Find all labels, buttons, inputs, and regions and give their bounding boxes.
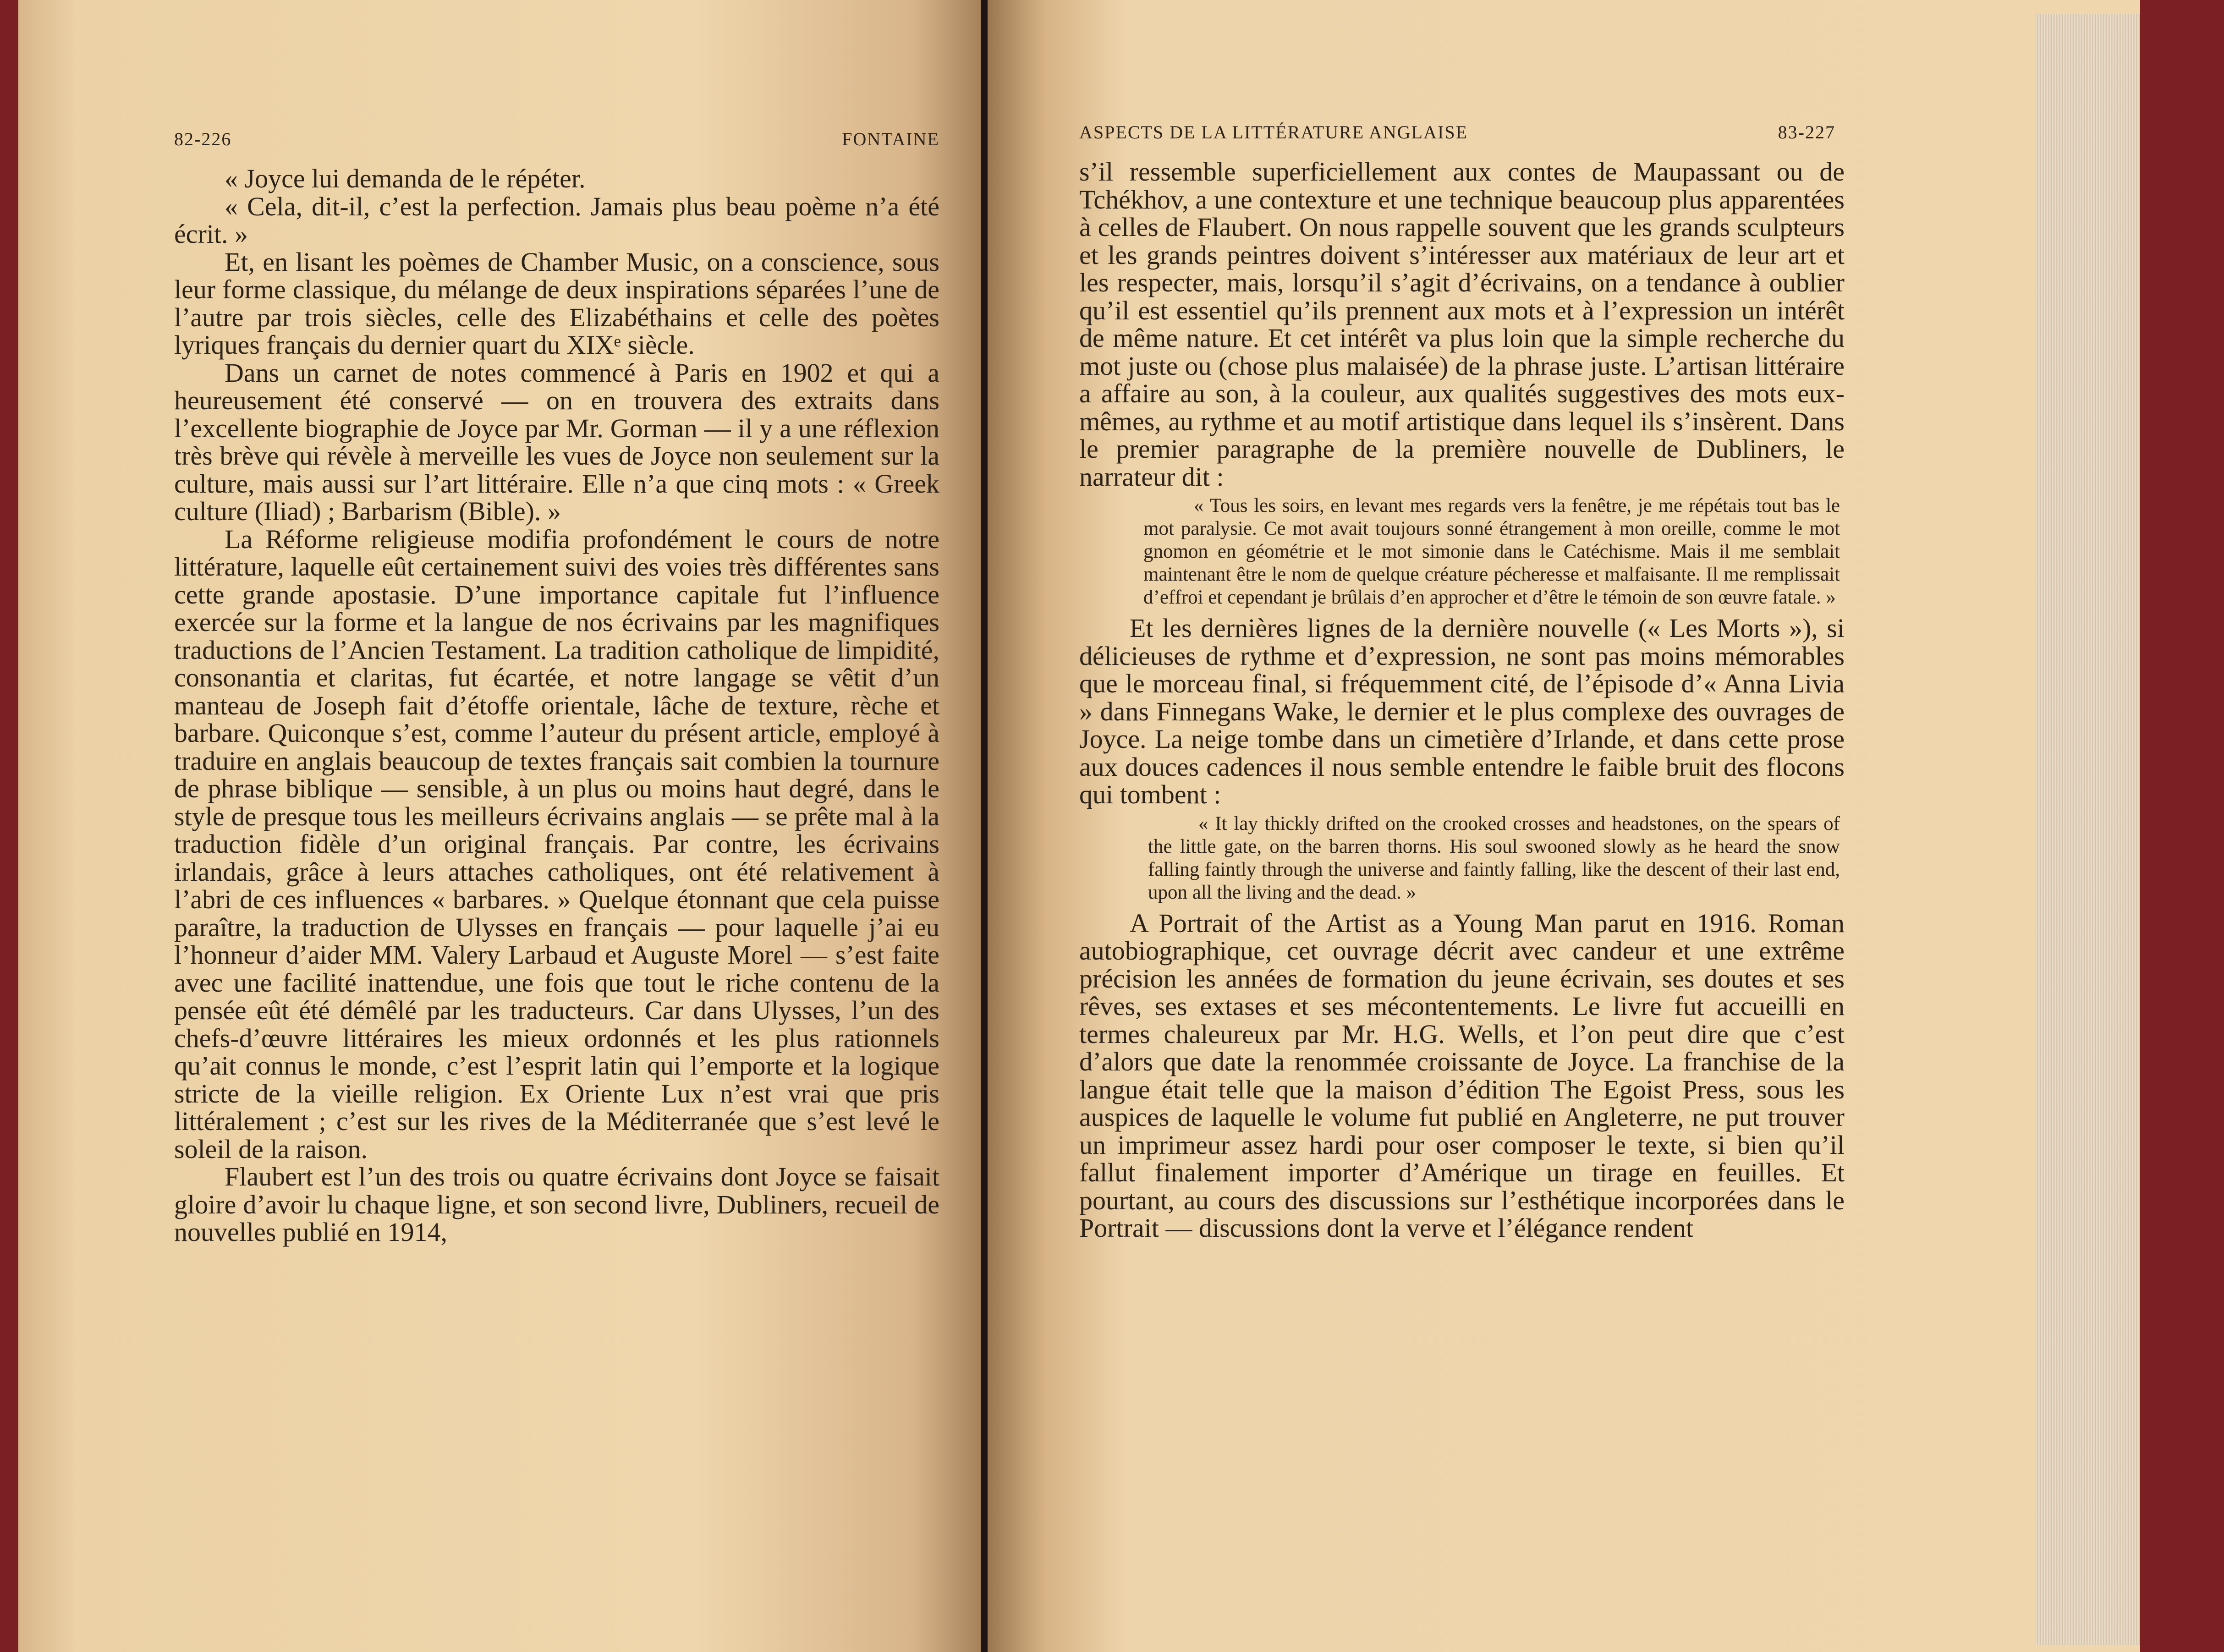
right-page [988,0,2142,1652]
right-running-head: ASPECTS DE LA LITTÉRATURE ANGLAISE [1079,122,1468,143]
paragraph: Flaubert est l’un des trois ou quatre écrivains dont Joyce se faisait gloire d’avoir lu chaque ligne, et son second livre, Dubliners, recueil de nouvelles publié en 1914, [174,1162,939,1247]
paragraph: Et, en lisant les poèmes de Chamber Music, on a conscience, sous leur forme classique, du mélange de deux inspirations séparées l’une de l’autre par trois siècles, celle des Elizabéthains et celle des poètes lyriques français du dernier quart du XIXᵉ siècle. [174,247,939,360]
paragraph: « Cela, dit-il, c’est la perfection. Jamais plus beau poème n’a été écrit. » [174,191,939,249]
paragraph: Et les dernières lignes de la dernière nouvelle (« Les Morts »), si délicieuses de rythme et d’expression, ne sont pas moins mémorables que le morceau final, si fréquemment cité, de l’épisode d’« Anna Livia » dans Finnegans Wake, le dernier et le plus complexe des ouvrages de Joyce. La neige tombe dans un cimetière d’Irlande, et dans cette prose aux douces cadences il nous semble entendre le faible bruit des flocons qui tombent : [1079,613,1845,809]
left-page-number: 82-226 [174,129,232,149]
paragraph: « Joyce lui demanda de le répéter. [225,164,586,193]
page-stack-edge [2035,14,2140,1645]
left-page-body [174,165,939,1246]
right-page-number: 83-227 [1778,122,1835,143]
paragraph: A Portrait of the Artist as a Young Man parut en 1916. Roman autobiographique, cet ouvrage décrit avec candeur et une extrême précision les années de formation du jeune écrivain, ses doutes et ses rêves, ses extases et ses mécontentements. Le livre fut accueilli en termes chaleureux par Mr. H.G. Wells, et l’on peut dire que c’est d’alors que date la renommée croissante de Joyce. La franchise de la langue était telle que la maison d’édition The Egoist Press, sous les auspices de laquelle le volume fut publié en Angleterre, ne put trouver un imprimeur assez hardi pour oser composer le texte, si bien qu’il fallut finalement importer d’Amérique un tirage en feuilles. Et pourtant, au cours des discussions sur l’esthétique incorporées dans le Portrait — discussions dont la verve et l’élégance rendent [1079,908,1845,1243]
left-page [18,0,981,1652]
block-quote-french: « Tous les soirs, en levant mes regards vers la fenêtre, je me répétais tout bas le mot paralysie. Ce mot avait toujours sonné étrangement à mon oreille, comme le mot gnomon en géométrie et le mot simonie dans le Catéchisme. Mais il me semblait maintenant être le nom de quelque créature pécheresse et malfaisante. Il me remplissait d’effroi et cependant je brûlais d’en approcher et d’être le témoin de son œuvre fatale. » [1143,495,1840,608]
paragraph: s’il ressemble superficiellement aux contes de Maupassant ou de Tchékhov, a une contexture et une technique beaucoup plus apparentées à celles de Flaubert. On nous rappelle souvent que les grands sculpteurs et les grands peintres doivent s’intéresser aux matériaux de leur art et les respecter, mais, lorsqu’il s’agit d’écrivains, on a tendance à oublier qu’il est essentiel qu’ils prennent aux mots et à l’expression un intérêt de même nature. Et cet intérêt va plus loin que la simple recherche du mot juste ou (chose plus malaisée) de la phrase juste. L’artisan littéraire a affaire au son, à la couleur, aux qualités suggestives des mots eux-mêmes, au rythme et au motif artistique dans lequel ils s’insèrent. Dans le premier paragraphe de la première nouvelle de Dubliners, le narrateur dit : [1079,157,1845,492]
right-page-body [1079,158,1845,1242]
right-page-header [1079,121,1835,158]
paragraph: Dans un carnet de notes commencé à Paris en 1902 et qui a heureusement été conservé — on en trouvera des extraits dans l’excellente biographie de Joyce par Mr. Gorman — il y a une réflexion très brève qui révèle à merveille les vues de Joyce non seulement sur la culture, mais aussi sur l’art littéraire. Elle n’a que cinq mots : « Greek culture (Iliad) ; Barbarism (Bible). » [174,357,939,526]
book-cover-edge-right [2140,0,2224,1652]
left-running-head: FONTAINE [842,129,939,149]
block-quote-english: « It lay thickly drifted on the crooked crosses and headstones, on the spears of the little gate, on the barren thorns. His soul swooned slowly as he heard the snow falling faintly through the universe and faintly falling, like the descent of their last end, upon all the living and the dead. » [1148,812,1840,903]
left-page-header [174,128,939,165]
paragraph: La Réforme religieuse modifia profondément le cours de notre littérature, laquelle eût certainement suivi des voies très différentes sans cette grande apostasie. D’une importance capitale fut l’influence exercée sur la forme et la langue de nos écrivains par les magnifiques traductions de l’Ancien Testament. La tradition catholique de limpidité, consonantia et claritas, fut écartée, et notre langage se vêtit d’un manteau de Joseph fait d’étoffe orientale, lâche de texture, rèche et barbare. Quiconque s’est, comme l’auteur du présent article, employé à traduire en anglais beaucoup de textes français sait combien la tournure de phrase biblique — sensible, à un plus ou moins haut degré, dans le style de presque tous les meilleurs écrivains anglais — se prête mal à la traduction fidèle d’un original français. Par contre, les écrivains irlandais, grâce à leurs attaches catholiques, ont été relativement à l’abri de ces influences « barbares. » Quelque étonnant que cela puisse paraître, la traduction de Ulysses en français — pour laquelle j’ai eu l’honneur d’aider MM. Valery Larbaud et Auguste Morel — s’est faite avec une facilité inattendue, une fois que tout le riche contenu de la pensée eût été démêlé par les traducteurs. Car dans Ulysses, l’un des chefs-d’œuvre littéraires les mieux ordonnés et les plus rationnels qu’ait connus le monde, c’est l’esprit latin qui l’emporte et la logique stricte de la vieille religion. Ex Oriente Lux n’est vrai que pris littéralement ; c’est sur les rives de la Méditerranée que s’est levé le soleil de la raison. [174,524,939,1164]
book-cover-edge-left [0,0,18,1652]
